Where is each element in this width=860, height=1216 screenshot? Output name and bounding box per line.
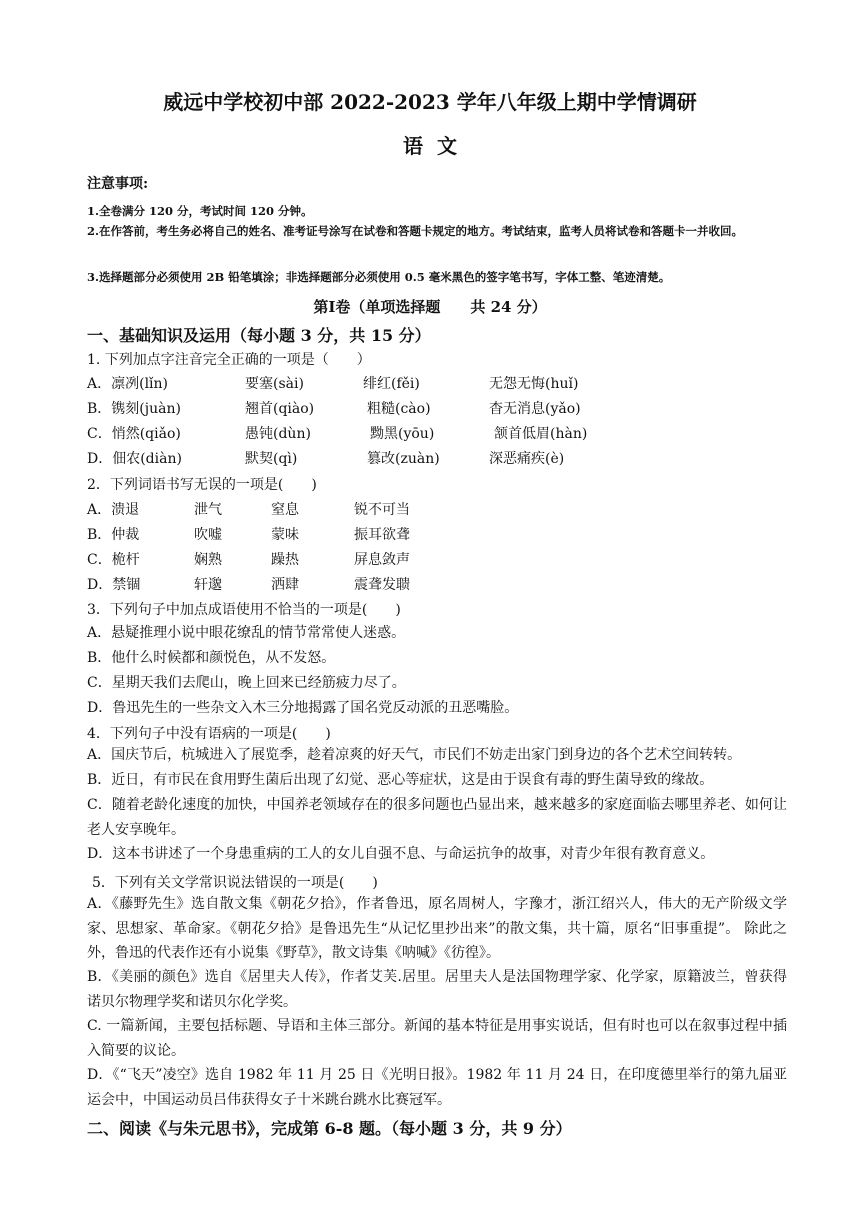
q1-b-2: 翘首(qiào) (245, 401, 315, 417)
q2-c-3: 躁热 (271, 552, 299, 568)
q1-option-row (87, 423, 787, 443)
q5-option-b: B．《美丽的颜色》选自《居里夫人传》，作者艾芙.居里。居里夫人是法国物理学家、化学家，原籍波兰，曾获得诺贝尔物理学奖和诺贝尔化学奖。 (87, 969, 787, 1010)
q1-option-row (87, 373, 787, 393)
q4-stem: 4．下列句子中没有语病的一项是( ) (87, 726, 331, 742)
q3-option-a: A．悬疑推理小说中眼花缭乱的情节常常使人迷惑。 (87, 625, 406, 641)
q1-d-1: D．佃农(diàn) (87, 451, 182, 467)
exam-title: 威远中学校初中部 2022-2023 学年八年级上期中学情调研 (163, 90, 697, 114)
q5-option-d: D．《“飞天”凌空》选自 1982 年 11 月 25 日《光明日报》。1982 年 11 月 24 日，在印度德里举行的第九届亚运会中，中国运动员吕伟获得女子十米跳台跳水比赛冠军。 (87, 1067, 787, 1108)
exam-subject: 语文 (403, 134, 471, 158)
q1-option-row (87, 398, 787, 418)
section1-title: 一、基础知识及运用（每小题 3 分，共 15 分） (87, 326, 431, 345)
q2-option-row (87, 499, 787, 519)
q2-b-4: 振耳欲聋 (354, 527, 410, 543)
q4-option-b: B．近日，有市民在食用野生菌后出现了幻觉、恶心等症状，这是由于误食有毒的野生菌导致的缘故。 (87, 772, 714, 788)
q2-stem: 2．下列词语书写无误的一项是( ) (87, 477, 317, 493)
q4-option-d: D．这本书讲述了一个身患重病的工人的女儿自强不息、与命运抗争的故事，对青少年很有教育意义。 (87, 846, 715, 862)
q1-d-2: 默契(qì) (245, 451, 298, 467)
q5-stem: 5．下列有关文学常识说法错误的一项是( ) (92, 875, 378, 891)
q1-b-3: 粗糙(cào) (367, 401, 431, 417)
q2-option-row (87, 574, 787, 594)
q4-option-a: A．国庆节后，杭城进入了展览季，趁着凉爽的好天气，市民们不妨走出家门到身边的各个艺术空间转转。 (87, 747, 742, 763)
q1-c-2: 愚钝(dùn) (245, 426, 311, 442)
q2-c-2: 娴熟 (194, 552, 222, 568)
q4-option-c: C．随着老龄化速度的加快，中国养老领域存在的很多问题也凸显出来，越来越多的家庭面临去哪里养老、如何让老人安享晚年。 (87, 797, 787, 838)
q2-d-1: D．禁锢 (87, 577, 141, 593)
q1-option-row (87, 448, 787, 468)
q2-d-3: 洒肆 (271, 577, 299, 593)
q2-option-row (87, 524, 787, 544)
q1-b-4: 杳无消息(yǎo) (489, 401, 581, 417)
q5-option-c: C. 一篇新闻，主要包括标题、导语和主体三部分。新闻的基本特征是用事实说话，但有时也可以在叙事过程中插入简要的议论。 (87, 1018, 787, 1059)
q1-a-4: 无怨无悔(huǐ) (489, 376, 579, 392)
q1-stem: 1. 下列加点字注音完全正确的一项是（ ） (87, 352, 371, 368)
q2-a-4: 锐不可当 (354, 502, 410, 518)
q2-option-row (87, 549, 787, 569)
q2-c-4: 屏息敛声 (354, 552, 410, 568)
notice-heading: 注意事项: (87, 176, 149, 192)
q2-b-2: 吹嘘 (194, 527, 222, 543)
q1-d-4: 深恶痛疾(è) (489, 451, 565, 467)
q1-a-1: A．凛冽(lǐn) (87, 376, 169, 392)
q3-option-c: C．星期天我们去爬山，晚上回来已经筋疲力尽了。 (87, 675, 406, 691)
q1-d-3: 篡改(zuàn) (367, 451, 440, 467)
notice-item-2: 2.在作答前，考生务必将自己的姓名、准考证号涂写在试卷和答题卡规定的地方。考试结束，监考人员将试卷和答题卡一并收回。 (87, 224, 743, 238)
notice-item-1: 1.全卷满分 120 分，考试时间 120 分钟。 (87, 204, 313, 218)
q3-stem: 3．下列句子中加点成语使用不恰当的一项是( ) (87, 602, 401, 618)
q2-a-2: 泄气 (194, 502, 222, 518)
q1-c-4: 颔首低眉(hàn) (494, 426, 588, 442)
notice-item-3: 3.选择题部分必须使用 2B 铅笔填涂；非选择题部分必须使用 0.5 毫米黑色的签字笔书写，字体工整、笔迹清楚。 (87, 270, 671, 284)
section2-title: 二、阅读《与朱元思书》，完成第 6-8 题。（每小题 3 分，共 9 分） (87, 1119, 572, 1138)
q2-a-3: 窒息 (271, 502, 299, 518)
q2-c-1: C．桅杆 (87, 552, 140, 568)
q1-b-1: B．镌刻(juàn) (87, 401, 181, 417)
q2-a-1: A．溃退 (87, 502, 140, 518)
q1-a-3: 绯红(fěi) (363, 376, 420, 392)
q1-c-3: 黝黑(yōu) (370, 426, 435, 442)
q3-option-d: D．鲁迅先生的一些杂文入木三分地揭露了国名党反动派的丑恶嘴脸。 (87, 700, 519, 716)
q2-d-2: 轩邈 (194, 577, 222, 593)
q2-b-1: B．仲裁 (87, 527, 140, 543)
q5-option-a: A．《藤野先生》选自散文集《朝花夕拾》，作者鲁迅，原名周树人，字豫才，浙江绍兴人，伟大的无产阶级文学家、思想家、革命家。《朝花夕拾》是鲁迅先生“从记忆里抄出来”的散文集，共十篇，原名“旧事重提”。 除此之外，鲁迅的代表作还有小说集《野草》，散文诗集《呐喊》《彷徨》。 (87, 896, 787, 961)
q2-d-4: 震聋发聩 (354, 577, 410, 593)
q3-option-b: B．他什么时候都和颜悦色，从不发怒。 (87, 650, 336, 666)
q1-a-2: 要塞(sài) (245, 376, 304, 392)
q2-b-3: 蒙味 (271, 527, 299, 543)
part1-title: 第Ⅰ卷（单项选择题 共 24 分） (313, 298, 547, 316)
q1-c-1: C．悄然(qiǎo) (87, 426, 181, 442)
